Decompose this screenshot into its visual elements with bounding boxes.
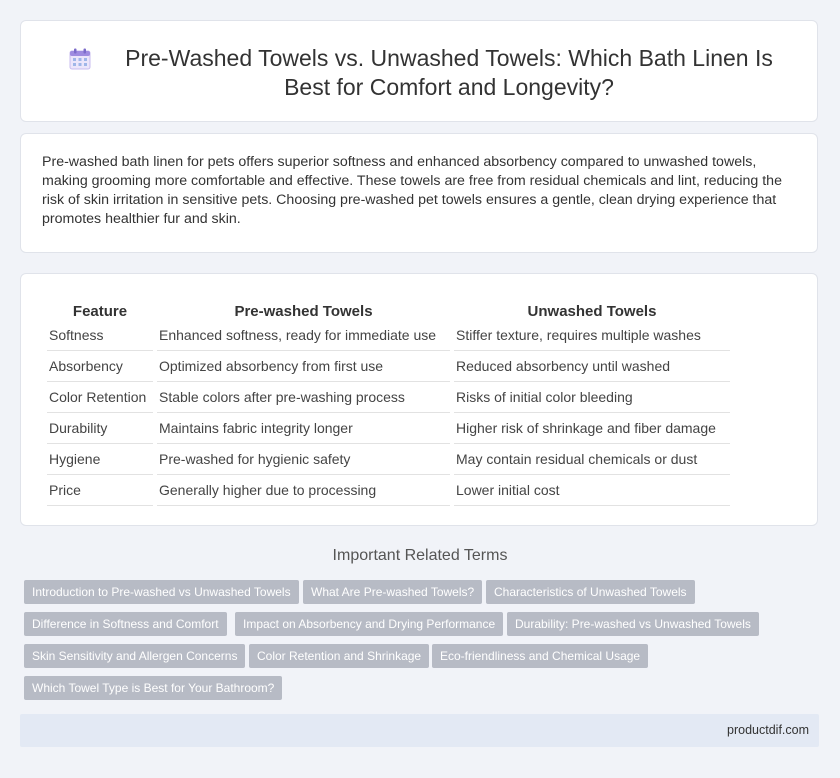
- comparison-card: [20, 273, 818, 526]
- title-card: [20, 20, 818, 122]
- table-cell: Maintains fabric integrity longer: [157, 413, 450, 444]
- related-term-tag[interactable]: Eco-friendliness and Chemical Usage: [432, 644, 648, 668]
- related-term-tag[interactable]: Skin Sensitivity and Allergen Concerns: [24, 644, 245, 668]
- page-title: Pre-Washed Towels vs. Unwashed Towels: Which Bath Linen Is Best for Comfort and Longevity?: [125, 45, 773, 100]
- table-cell: Risks of initial color bleeding: [454, 382, 730, 413]
- column-header-unwashed: Unwashed Towels: [527, 303, 657, 320]
- related-term-tag[interactable]: Difference in Softness and Comfort: [24, 612, 227, 636]
- related-terms-heading: Important Related Terms: [332, 547, 508, 564]
- table-row: [47, 413, 730, 444]
- footer: [20, 714, 819, 747]
- table-cell: Price: [47, 475, 153, 506]
- table-cell: Softness: [47, 320, 153, 351]
- intro-paragraph: Pre-washed bath linen for pets offers superior softness and enhanced absorbency compared to unwashed towels, making grooming more comfortable and effective. These towels are free from residual chemicals and lint, reducing the risk of skin irritation in sensitive pets. Choosing pre-washed pet towels ensures a gentle, clean drying experience that promotes healthier fur and skin.: [42, 154, 782, 227]
- comparison-table: [43, 294, 734, 506]
- table-cell: Hygiene: [47, 444, 153, 475]
- related-term-tag[interactable]: Introduction to Pre-washed vs Unwashed Towels: [24, 580, 299, 604]
- table-cell: Durability: [47, 413, 153, 444]
- table-row: [47, 351, 730, 382]
- table-cell: May contain residual chemicals or dust: [454, 444, 730, 475]
- table-cell: Reduced absorbency until washed: [454, 351, 730, 382]
- related-term-tag[interactable]: What Are Pre-washed Towels?: [303, 580, 482, 604]
- table-row: [47, 320, 730, 351]
- related-term-tag[interactable]: Impact on Absorbency and Drying Performance: [235, 612, 503, 636]
- table-cell: Stable colors after pre-washing process: [157, 382, 450, 413]
- footer-site-name[interactable]: productdif.com: [727, 723, 809, 737]
- table-cell: Generally higher due to processing: [157, 475, 450, 506]
- table-cell: Higher risk of shrinkage and fiber damage: [454, 413, 730, 444]
- table-cell: Enhanced softness, ready for immediate use: [157, 320, 450, 351]
- table-cell: Absorbency: [47, 351, 153, 382]
- table-cell: Lower initial cost: [454, 475, 730, 506]
- column-header-pre-washed: Pre-washed Towels: [234, 303, 373, 320]
- table-row: [47, 382, 730, 413]
- related-term-tag[interactable]: Characteristics of Unwashed Towels: [486, 580, 695, 604]
- related-term-tag[interactable]: Color Retention and Shrinkage: [249, 644, 429, 668]
- column-header-feature: Feature: [72, 303, 128, 320]
- table-cell: Stiffer texture, requires multiple washes: [454, 320, 730, 351]
- table-cell: Pre-washed for hygienic safety: [157, 444, 450, 475]
- intro-card: [20, 133, 818, 253]
- related-term-tag[interactable]: Durability: Pre-washed vs Unwashed Towels: [507, 612, 759, 636]
- related-term-tag[interactable]: Which Towel Type is Best for Your Bathroom?: [24, 676, 282, 700]
- table-header-row: [47, 294, 730, 320]
- table-row: [47, 475, 730, 506]
- table-row: [47, 444, 730, 475]
- calendar-icon: [68, 47, 92, 71]
- table-cell: Color Retention: [47, 382, 153, 413]
- table-cell: Optimized absorbency from first use: [157, 351, 450, 382]
